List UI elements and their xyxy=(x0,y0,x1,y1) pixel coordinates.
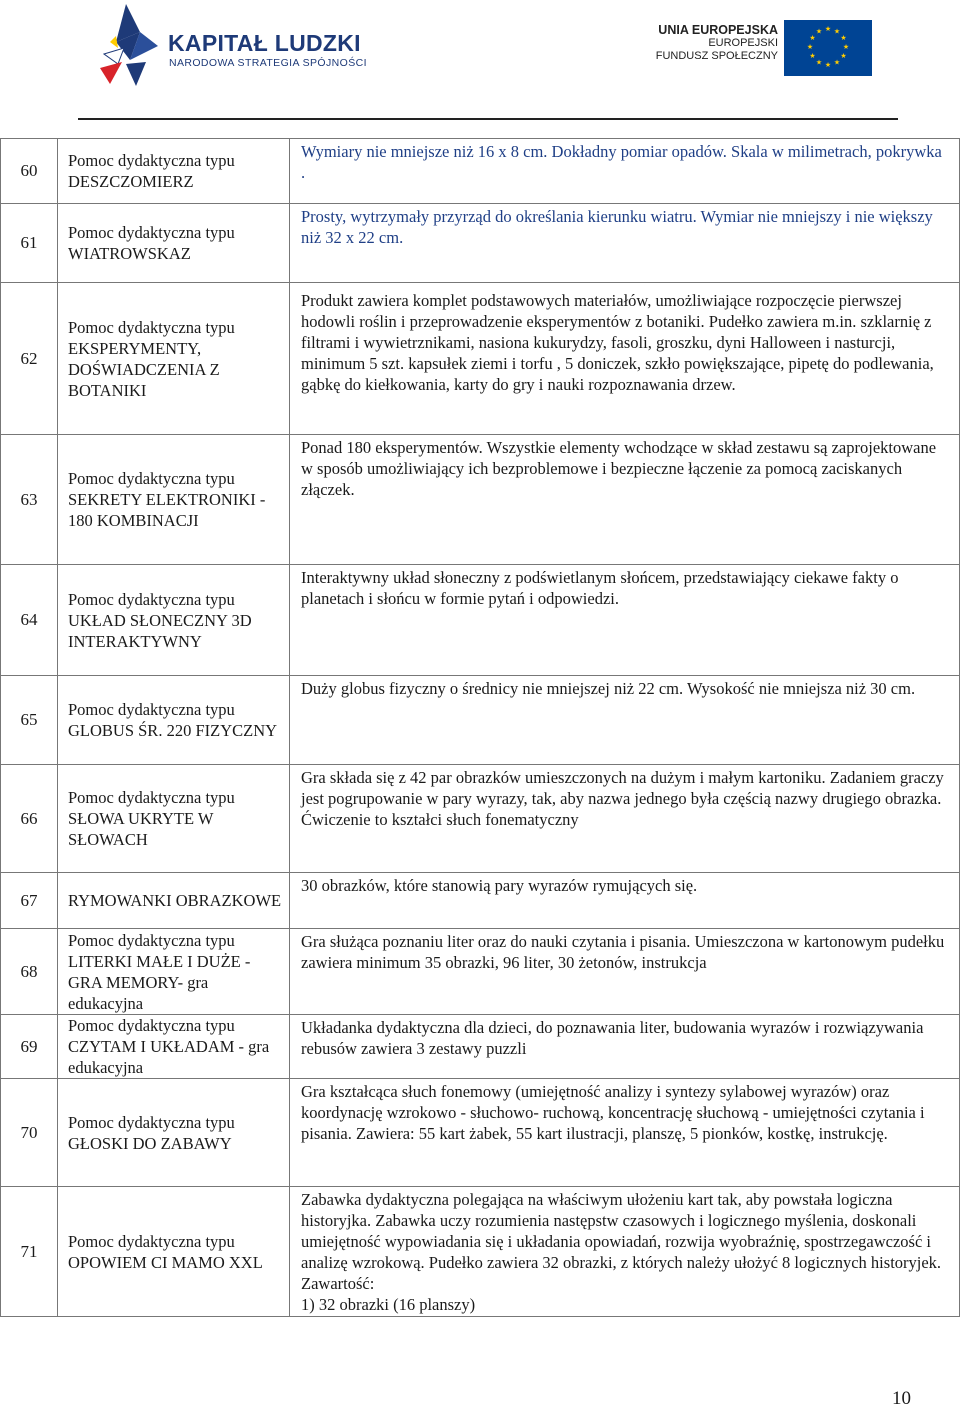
item-description-extra: 1) 32 obrazki (16 planszy) xyxy=(301,1295,476,1314)
item-description-text: Gra kształcąca słuch fonemowy (umiejętność analizy i syntezy sylabowej wyrazów) oraz koordynację wzrokowo - słuchowo- ruchową, koncentrację słuchową - umiejętności czytania i pisania. Zawiera: 55 kart żabek, 55 kart ilustracji, planszę, 5 pionków, kostkę, instrukcję. xyxy=(301,1082,925,1143)
item-description-text: Produkt zawiera komplet podstawowych materiałów, umożliwiające rozpoczęcie pierwszej hodowli roślin i przeprowadzenie eksperymentów z botaniki. Pudełko zawiera m.in. szklarnię z filtrami i wywietrznikami, nasiona kukurydzy, fasoli, groszku, dyni Halloween i nasturcji, minimum 5 szt. kapsułek ziemi i torfu , 5 doniczek, szkło powiększające, pipetę do podlewania, gąbkę do kiełkowania, karty do gry i nauki rozpoznawania drzew. xyxy=(301,291,934,394)
item-name-title: GLOBUS ŚR. 220 FIZYCZNY xyxy=(68,721,278,740)
item-name-prefix: Pomoc dydaktyczna typu xyxy=(68,1231,235,1251)
item-name-title: CZYTAM I UKŁADAM - gra edukacyjna xyxy=(68,1037,270,1077)
row-number: 61 xyxy=(1,204,58,283)
item-description-text: Wymiary nie mniejsze niż 16 x 8 cm. Dokładny pomiar opadów. Skala w milimetrach, pokrywka . xyxy=(301,142,942,182)
item-description xyxy=(290,873,960,929)
row-number: 60 xyxy=(1,139,58,204)
svg-text:★: ★ xyxy=(809,52,816,60)
row-number: 67 xyxy=(1,873,58,929)
eu-line-3: FUNDUSZ SPOŁECZNY xyxy=(655,50,778,62)
eu-line-1: UNIA EUROPEJSKA xyxy=(658,23,778,37)
table-row xyxy=(1,765,960,873)
item-name xyxy=(58,283,290,435)
item-description-text: Zabawka dydaktyczna polegająca na właściwym ułożeniu kart tak, aby powstała logiczna historyjka. Zabawka uczy rozumienia następstw czasowych i logicznego myślenia, doskonali umiejętność wypowiadania się i układania opowiadań, rozwija wyobraźnię, spostrzegawczość i analizę wzrokową. Pudełko zawiera 32 obrazki, z których należy ułożyć 8 logicznych historyjek. Zawartość: xyxy=(301,1190,942,1293)
svg-text:★: ★ xyxy=(815,27,823,36)
item-name xyxy=(58,435,290,565)
item-description-text: Układanka dydaktyczna dla dzieci, do poznawania liter, budowania wyrazów i rozwiązywania rebusów zawiera 3 zestawy puzzli xyxy=(301,1018,924,1058)
table-row xyxy=(1,676,960,765)
page-number: 10 xyxy=(892,1388,911,1409)
svg-text:★: ★ xyxy=(833,58,841,67)
item-description-text: Interaktywny układ słoneczny z podświetlanym słońcem, przedstawiający ciekawe fakty o planetach i słońcu w formie pytań i odpowiedzi. xyxy=(301,568,899,608)
item-name xyxy=(58,929,290,1015)
item-name xyxy=(58,873,290,929)
table-row xyxy=(1,1015,960,1079)
table-row xyxy=(1,1079,960,1187)
item-name xyxy=(58,676,290,765)
item-name-title: GŁOSKI DO ZABAWY xyxy=(68,1133,232,1153)
table-row xyxy=(1,873,960,929)
item-name-title: SEKRETY ELEKTRONIKI - 180 KOMBINACJI xyxy=(68,490,266,530)
item-description xyxy=(290,435,960,565)
item-description-text: 30 obrazków, które stanowią pary wyrazów rymujących się. xyxy=(301,876,698,895)
item-name-prefix: Pomoc dydaktyczna typu xyxy=(68,788,235,807)
logo-subtitle: NARODOWA STRATEGIA SPÓJNOŚCI xyxy=(169,57,367,69)
item-name-prefix: Pomoc dydaktyczna typu xyxy=(68,589,235,609)
header-divider xyxy=(78,118,898,120)
item-description xyxy=(290,1079,960,1187)
eu-label xyxy=(656,24,778,63)
svg-text:★: ★ xyxy=(815,58,823,67)
item-name-prefix: Pomoc dydaktyczna typu xyxy=(68,930,235,950)
svg-text:★: ★ xyxy=(809,34,816,42)
item-name-title: UKŁAD SŁONECZNY 3D INTERAKTYWNY xyxy=(68,610,252,651)
item-name-prefix: Pomoc dydaktyczna typu xyxy=(68,1112,235,1132)
table-row xyxy=(1,565,960,676)
item-name xyxy=(58,1187,290,1317)
item-description xyxy=(290,1015,960,1079)
row-number: 65 xyxy=(1,676,58,765)
svg-text:★: ★ xyxy=(824,61,832,69)
item-description xyxy=(290,765,960,873)
item-name xyxy=(58,565,290,676)
svg-text:★: ★ xyxy=(842,43,850,51)
item-name xyxy=(58,1015,290,1079)
svg-text:★: ★ xyxy=(840,34,847,42)
row-number: 66 xyxy=(1,765,58,873)
svg-text:★: ★ xyxy=(824,25,832,33)
row-number: 69 xyxy=(1,1015,58,1079)
svg-text:★: ★ xyxy=(833,27,841,36)
item-description xyxy=(290,139,960,204)
row-number: 68 xyxy=(1,929,58,1015)
table-row xyxy=(1,204,960,283)
table-row xyxy=(1,435,960,565)
table-row xyxy=(1,929,960,1015)
item-description xyxy=(290,283,960,435)
item-name-title: LITERKI MAŁE I DUŻE - GRA MEMORY- gra edukacyjna xyxy=(68,951,251,1013)
item-description xyxy=(290,565,960,676)
item-name-title: SŁOWA UKRYTE W SŁOWACH xyxy=(68,809,214,849)
item-name-prefix: Pomoc dydaktyczna typu xyxy=(68,223,235,242)
item-description-text: Gra składa się z 42 par obrazków umieszczonych na dużym i małym kartoniku. Zadaniem graczy jest pogrupowanie w pary wyrazy, tak, aby nazwa jednego była częścią nazwy drugiego obrazka. Ćwiczenie to kształci słuch fonematyczny xyxy=(301,768,944,829)
item-name-title: RYMOWANKI OBRAZKOWE xyxy=(68,891,282,910)
item-description xyxy=(290,204,960,283)
items-table xyxy=(0,138,960,1317)
kapital-ludzki-logo-icon xyxy=(96,2,166,88)
row-number: 71 xyxy=(1,1187,58,1317)
eu-flag-icon xyxy=(784,20,872,76)
logo-title: KAPITAŁ LUDZKI xyxy=(168,30,361,56)
item-description-text: Ponad 180 eksperymentów. Wszystkie elementy wchodzące w skład zestawu są zaprojektowane w sposób umożliwiający ich bezproblemowe i bezpieczne łączenie za pomocą zaciskanych złączek. xyxy=(301,438,937,499)
item-name-prefix: Pomoc dydaktyczna typu xyxy=(68,317,235,337)
item-description-text: Duży globus fizyczny o średnicy nie mniejszej niż 22 cm. Wysokość nie mniejsza niż 30 cm. xyxy=(301,679,916,698)
item-name-title: OPOWIEM CI MAMO XXL xyxy=(68,1252,263,1272)
item-name-prefix: Pomoc dydaktyczna typu xyxy=(68,1016,235,1035)
item-description xyxy=(290,1187,960,1317)
item-name xyxy=(58,765,290,873)
item-name-title: EKSPERYMENTY, DOŚWIADCZENIA Z BOTANIKI xyxy=(68,338,220,400)
item-description-text: Gra służąca poznaniu liter oraz do nauki czytania i pisania. Umieszczona w kartonowym pudełku zawiera minimum 35 obrazki, 96 liter, 30 żetonów, instrukcja xyxy=(301,932,945,972)
eu-line-2: EUROPEJSKI xyxy=(708,37,778,49)
item-name-prefix: Pomoc dydaktyczna typu xyxy=(68,700,235,719)
row-number: 64 xyxy=(1,565,58,676)
svg-text:★: ★ xyxy=(806,43,814,51)
item-description xyxy=(290,929,960,1015)
item-description-text: Prosty, wytrzymały przyrząd do określania kierunku wiatru. Wymiar nie mniejszy i nie większy niż 32 x 22 cm. xyxy=(301,207,933,247)
table-row xyxy=(1,283,960,435)
item-name-title: WIATROWSKAZ xyxy=(68,244,191,263)
item-name xyxy=(58,204,290,283)
item-name-title: DESZCZOMIERZ xyxy=(68,172,194,191)
table-row xyxy=(1,1187,960,1317)
item-name xyxy=(58,139,290,204)
page-header xyxy=(0,0,960,110)
row-number: 63 xyxy=(1,435,58,565)
row-number: 62 xyxy=(1,283,58,435)
item-name-prefix: Pomoc dydaktyczna typu xyxy=(68,151,235,170)
row-number: 70 xyxy=(1,1079,58,1187)
svg-text:★: ★ xyxy=(840,52,847,60)
item-name-prefix: Pomoc dydaktyczna typu xyxy=(68,469,235,488)
item-name xyxy=(58,1079,290,1187)
table-row xyxy=(1,139,960,204)
item-description xyxy=(290,676,960,765)
